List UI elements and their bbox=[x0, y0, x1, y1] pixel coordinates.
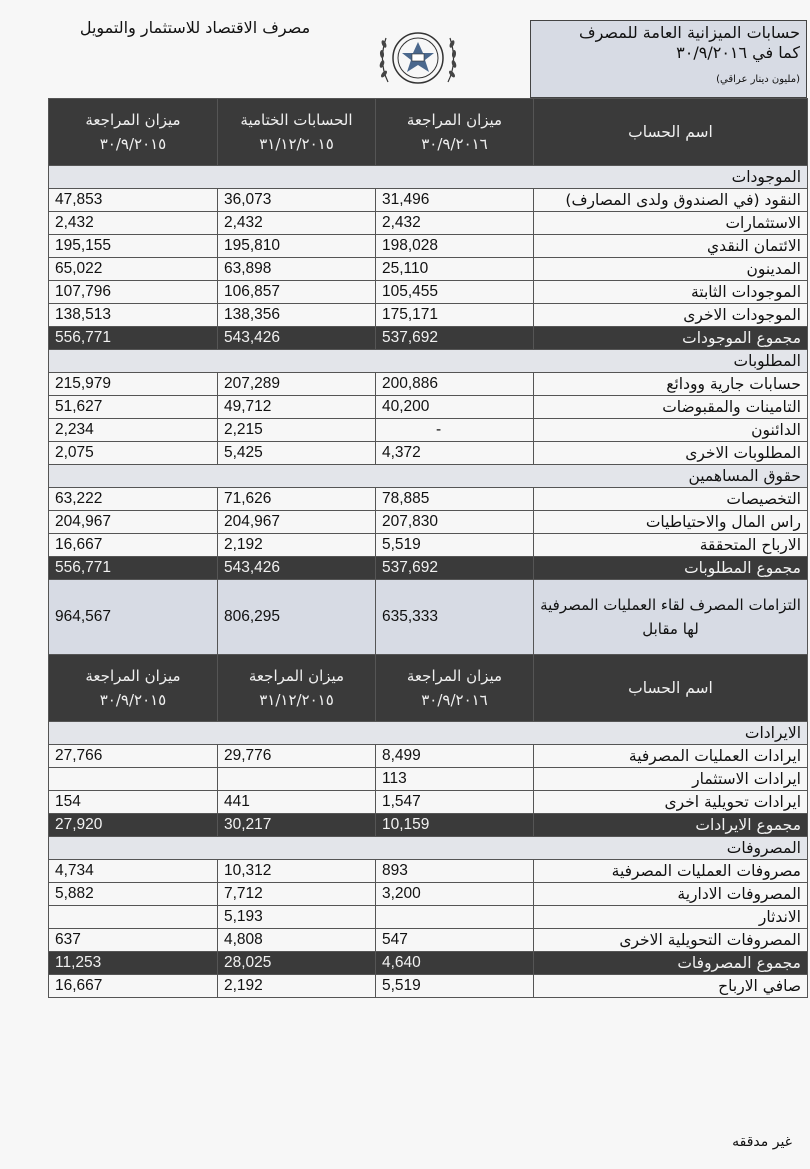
row-name: التامينات والمقبوضات bbox=[534, 396, 808, 419]
value-cell: 2,234 bbox=[49, 419, 218, 442]
value-cell: 107,796 bbox=[49, 281, 218, 304]
value-cell: 106,857 bbox=[218, 281, 376, 304]
row-name: الموجودات الثابتة bbox=[534, 281, 808, 304]
value-cell: 2,192 bbox=[218, 534, 376, 557]
value-cell: 8,499 bbox=[376, 745, 534, 768]
total-row bbox=[49, 557, 808, 580]
row-name: التخصيصات bbox=[534, 488, 808, 511]
value-cell: 5,882 bbox=[49, 883, 218, 906]
total-value: 10,159 bbox=[376, 814, 534, 837]
value-cell bbox=[49, 768, 218, 791]
total-name: مجموع الموجودات bbox=[534, 327, 808, 350]
value-cell bbox=[218, 768, 376, 791]
statement-title: حسابات الميزانية العامة للمصرف bbox=[579, 23, 800, 42]
value-cell: - bbox=[376, 419, 534, 442]
table-row bbox=[49, 396, 808, 419]
row-name: الاندثار bbox=[534, 906, 808, 929]
value-cell: 36,073 bbox=[218, 189, 376, 212]
value-cell: 4,808 bbox=[218, 929, 376, 952]
value-cell: 154 bbox=[49, 791, 218, 814]
bank-logo-icon bbox=[372, 22, 464, 94]
total-row bbox=[49, 952, 808, 975]
value-cell: 5,519 bbox=[376, 534, 534, 557]
value-cell: 175,171 bbox=[376, 304, 534, 327]
value-cell: 16,667 bbox=[49, 534, 218, 557]
value-cell bbox=[376, 906, 534, 929]
table-row bbox=[49, 929, 808, 952]
value-cell: 31,496 bbox=[376, 189, 534, 212]
section-row bbox=[49, 350, 808, 373]
table-row bbox=[49, 906, 808, 929]
table-row bbox=[49, 511, 808, 534]
row-name: المطلوبات الاخرى bbox=[534, 442, 808, 465]
row-name: الارباح المتحققة bbox=[534, 534, 808, 557]
section-row bbox=[49, 722, 808, 745]
table-row bbox=[49, 442, 808, 465]
value-cell bbox=[49, 906, 218, 929]
row-name: الدائنون bbox=[534, 419, 808, 442]
table-row bbox=[49, 235, 808, 258]
value-cell: 49,712 bbox=[218, 396, 376, 419]
value-cell: 138,513 bbox=[49, 304, 218, 327]
value-cell: 547 bbox=[376, 929, 534, 952]
section-revenues: الايرادات bbox=[49, 722, 808, 745]
header-account-name: اسم الحساب bbox=[534, 655, 808, 722]
table-row bbox=[49, 373, 808, 396]
value-cell: 2,075 bbox=[49, 442, 218, 465]
value-cell: 2,215 bbox=[218, 419, 376, 442]
value-cell: 16,667 bbox=[49, 975, 218, 998]
row-name: حسابات جارية وودائع bbox=[534, 373, 808, 396]
value-cell: 78,885 bbox=[376, 488, 534, 511]
value-cell: 200,886 bbox=[376, 373, 534, 396]
header-account-name: اسم الحساب bbox=[534, 99, 808, 166]
header-col-1: ميزان المراجعة ٣٠/٩/٢٠١٦ bbox=[376, 655, 534, 722]
row-name: راس المال والاحتياطيات bbox=[534, 511, 808, 534]
table-row bbox=[49, 258, 808, 281]
value-cell: 204,967 bbox=[49, 511, 218, 534]
commitments-value: 806,295 bbox=[218, 580, 376, 655]
value-cell: 5,193 bbox=[218, 906, 376, 929]
total-name: مجموع المصروفات bbox=[534, 952, 808, 975]
header-col-3: ميزان المراجعة ٣٠/٩/٢٠١٥ bbox=[49, 99, 218, 166]
section-liabilities: المطلوبات bbox=[49, 350, 808, 373]
section-row bbox=[49, 465, 808, 488]
value-cell: 441 bbox=[218, 791, 376, 814]
value-cell: 893 bbox=[376, 860, 534, 883]
table-row bbox=[49, 768, 808, 791]
total-value: 28,025 bbox=[218, 952, 376, 975]
row-name: النقود (في الصندوق ولدى المصارف) bbox=[534, 189, 808, 212]
value-cell: 47,853 bbox=[49, 189, 218, 212]
total-row bbox=[49, 814, 808, 837]
value-cell: 4,372 bbox=[376, 442, 534, 465]
commitments-name: التزامات المصرف لقاء العمليات المصرفية لها مقابل bbox=[534, 580, 808, 655]
total-value: 537,692 bbox=[376, 557, 534, 580]
row-name: الاستثمارات bbox=[534, 212, 808, 235]
statement-date: كما في ٣٠/٩/٢٠١٦ bbox=[676, 43, 800, 62]
section-expenses: المصروفات bbox=[49, 837, 808, 860]
value-cell: 63,898 bbox=[218, 258, 376, 281]
column-header-row bbox=[49, 99, 808, 166]
balance-sheet-table bbox=[48, 98, 808, 998]
section-row bbox=[49, 837, 808, 860]
row-name: مصروفات العمليات المصرفية bbox=[534, 860, 808, 883]
value-cell: 2,432 bbox=[218, 212, 376, 235]
header-col-1: ميزان المراجعة ٣٠/٩/٢٠١٦ bbox=[376, 99, 534, 166]
value-cell: 5,519 bbox=[376, 975, 534, 998]
table-row bbox=[49, 860, 808, 883]
table-row bbox=[49, 488, 808, 511]
value-cell: 2,432 bbox=[49, 212, 218, 235]
column-header-row-2 bbox=[49, 655, 808, 722]
row-name: المصروفات الادارية bbox=[534, 883, 808, 906]
value-cell: 7,712 bbox=[218, 883, 376, 906]
value-cell: 113 bbox=[376, 768, 534, 791]
value-cell: 198,028 bbox=[376, 235, 534, 258]
value-cell: 25,110 bbox=[376, 258, 534, 281]
unaudited-note: غير مدققه bbox=[732, 1134, 792, 1150]
header-col-2: الحسابات الختامية ٣١/١٢/٢٠١٥ bbox=[218, 99, 376, 166]
table-row bbox=[49, 745, 808, 768]
value-cell: 5,425 bbox=[218, 442, 376, 465]
value-cell: 105,455 bbox=[376, 281, 534, 304]
statement-title-box bbox=[530, 20, 807, 98]
value-cell: 4,734 bbox=[49, 860, 218, 883]
row-name: ايرادات تحويلية اخرى bbox=[534, 791, 808, 814]
value-cell: 71,626 bbox=[218, 488, 376, 511]
commitments-value: 635,333 bbox=[376, 580, 534, 655]
total-value: 27,920 bbox=[49, 814, 218, 837]
currency-unit: (مليون دينار عراقي) bbox=[716, 74, 800, 85]
row-name: المصروفات التحويلية الاخرى bbox=[534, 929, 808, 952]
value-cell: 204,967 bbox=[218, 511, 376, 534]
header-col-3: ميزان المراجعة ٣٠/٩/٢٠١٥ bbox=[49, 655, 218, 722]
value-cell: 3,200 bbox=[376, 883, 534, 906]
value-cell: 63,222 bbox=[49, 488, 218, 511]
total-row bbox=[49, 327, 808, 350]
total-value: 543,426 bbox=[218, 557, 376, 580]
total-value: 4,640 bbox=[376, 952, 534, 975]
total-value: 11,253 bbox=[49, 952, 218, 975]
table-row bbox=[49, 304, 808, 327]
value-cell: 27,766 bbox=[49, 745, 218, 768]
row-name: ايرادات العمليات المصرفية bbox=[534, 745, 808, 768]
table-row bbox=[49, 212, 808, 235]
table-row bbox=[49, 419, 808, 442]
row-name: ايرادات الاستثمار bbox=[534, 768, 808, 791]
value-cell: 195,810 bbox=[218, 235, 376, 258]
value-cell: 215,979 bbox=[49, 373, 218, 396]
value-cell: 138,356 bbox=[218, 304, 376, 327]
table-row bbox=[49, 281, 808, 304]
commitments-row bbox=[49, 580, 808, 655]
total-name: مجموع المطلوبات bbox=[534, 557, 808, 580]
row-name: الائتمان النقدي bbox=[534, 235, 808, 258]
net-profit-row bbox=[49, 975, 808, 998]
value-cell: 51,627 bbox=[49, 396, 218, 419]
header-col-2: ميزان المراجعة ٣١/١٢/٢٠١٥ bbox=[218, 655, 376, 722]
row-name: المدينون bbox=[534, 258, 808, 281]
total-value: 543,426 bbox=[218, 327, 376, 350]
value-cell: 65,022 bbox=[49, 258, 218, 281]
value-cell: 207,289 bbox=[218, 373, 376, 396]
value-cell: 29,776 bbox=[218, 745, 376, 768]
row-name: الموجودات الاخرى bbox=[534, 304, 808, 327]
row-name: صافي الارباح bbox=[534, 975, 808, 998]
section-assets: الموجودات bbox=[49, 166, 808, 189]
value-cell: 1,547 bbox=[376, 791, 534, 814]
value-cell: 637 bbox=[49, 929, 218, 952]
value-cell: 2,192 bbox=[218, 975, 376, 998]
total-value: 556,771 bbox=[49, 557, 218, 580]
value-cell: 195,155 bbox=[49, 235, 218, 258]
commitments-value: 964,567 bbox=[49, 580, 218, 655]
value-cell: 2,432 bbox=[376, 212, 534, 235]
bank-name: مصرف الاقتصاد للاستثمار والتمويل bbox=[79, 18, 311, 37]
value-cell: 10,312 bbox=[218, 860, 376, 883]
value-cell: 207,830 bbox=[376, 511, 534, 534]
table-row bbox=[49, 791, 808, 814]
section-equity: حقوق المساهمين bbox=[49, 465, 808, 488]
table-row bbox=[49, 883, 808, 906]
total-value: 556,771 bbox=[49, 327, 218, 350]
total-value: 537,692 bbox=[376, 327, 534, 350]
section-row bbox=[49, 166, 808, 189]
table-row bbox=[49, 534, 808, 557]
total-value: 30,217 bbox=[218, 814, 376, 837]
value-cell: 40,200 bbox=[376, 396, 534, 419]
total-name: مجموع الايرادات bbox=[534, 814, 808, 837]
table-row bbox=[49, 189, 808, 212]
